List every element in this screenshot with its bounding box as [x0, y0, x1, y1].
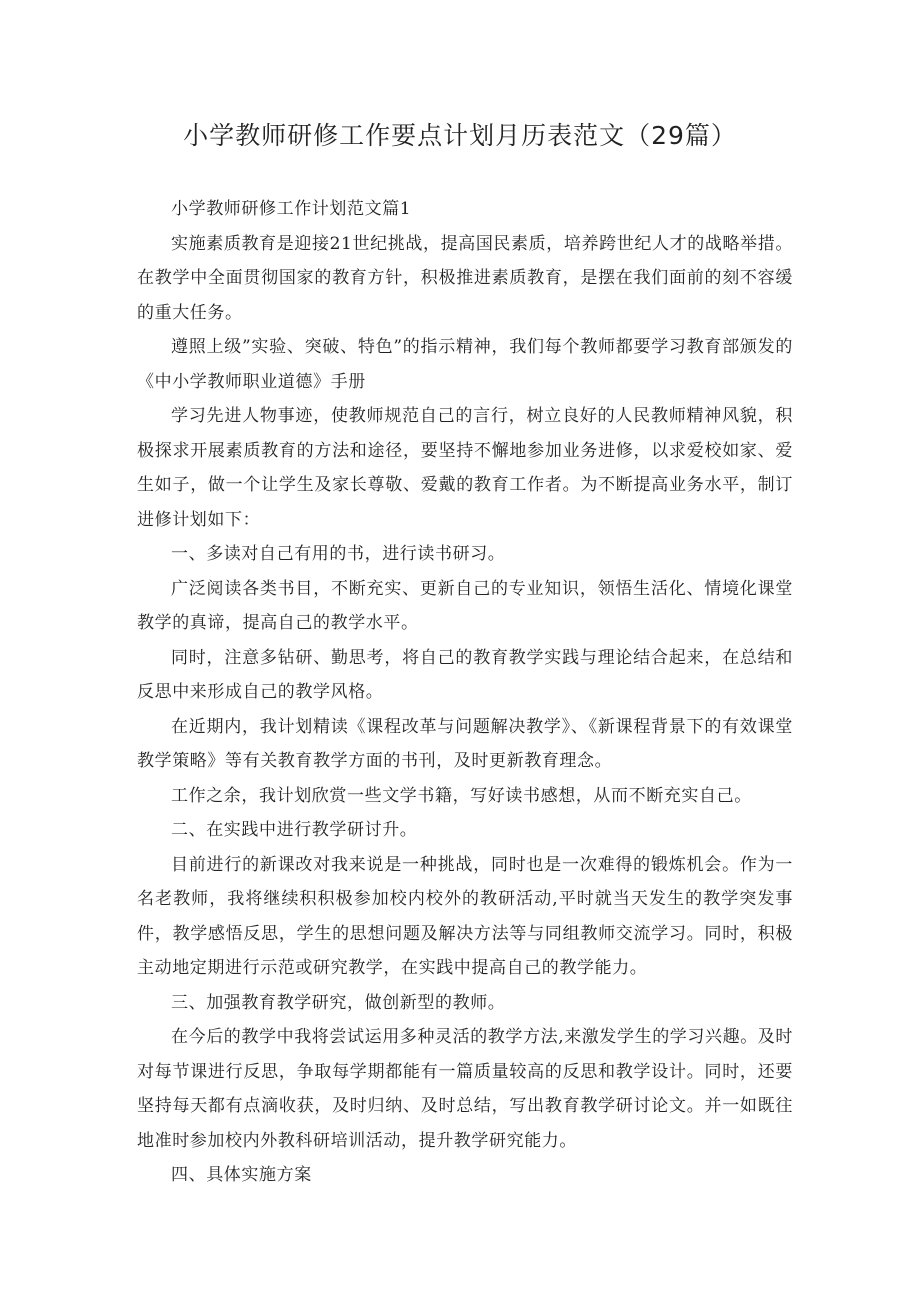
paragraph: 在今后的教学中我将尝试运用多种灵活的教学方法,来激发学生的学习兴趣。及时对每节课进行反思，争取每学期都能有一篇质量较高的反思和教学设计。同时，还要坚持每天都有点滴收获，及时归纳、及时总结，写出教育教学研讨论文。并一如既往地准时参加校内外教科研培训活动，提升教学研究能力。 — [137, 1027, 794, 1151]
paragraph: 目前进行的新课改对我来说是一种挑战，同时也是一次难得的锻炼机会。作为一名老教师，我将继续积积极参加校内校外的教研活动,平时就当天发生的教学突发事件，教学感悟反思，学生的思想问题及解决方法等与同组教师交流学习。同时，积极主动地定期进行示范或研究教学，在实践中提高自己的教学能力。 — [137, 854, 793, 978]
section-heading: 四、具体实施方案 — [171, 1165, 312, 1185]
section-heading: 一、多读对自己有用的书，进行读书研习。 — [171, 544, 506, 564]
paragraph: 遵照上级”实验、突破、特色”的指示精神，我们每个教师都要学习教育部颁发的《中小学教师职业道德》手册 — [137, 337, 793, 392]
paragraph: 学习先进人物事迹，使教师规范自己的言行，树立良好的人民教师精神风貌，积极探求开展素质教育的方法和途径，要坚持不懈地参加业务进修，以求爱校如家、爱生如子，做一个让学生及家长尊敬、爱戴的教育工作者。为不断提高业务水平，制订进修计划如下： — [137, 406, 793, 530]
paragraph: 同时，注意多钻研、勤思考，将自己的教育教学实践与理论结合起来，在总结和反思中来形成自己的教学风格。 — [137, 647, 793, 702]
document-body — [137, 192, 793, 1193]
document-title: 小学教师研修工作要点计划月历表范文（29篇） — [183, 121, 737, 150]
section-heading: 小学教师研修工作计划范文篇1 — [171, 199, 412, 219]
section-heading: 二、在实践中进行教学研讨升。 — [171, 820, 418, 840]
paragraph: 在近期内，我计划精读《课程改革与问题解决教学》、《新课程背景下的有效课堂教学策略》等有关教育教学方面的书刊，及时更新教育理念。 — [137, 716, 793, 771]
section-heading: 三、加强教育教学研究，做创新型的教师。 — [171, 992, 506, 1013]
paragraph: 工作之余，我计划欣赏一些文学书籍，写好读书感想，从而不断充实自己。 — [171, 785, 752, 806]
paragraph: 广泛阅读各类书目，不断充实、更新自己的专业知识，领悟生活化、情境化课堂教学的真谛，提高自己的教学水平。 — [137, 578, 793, 633]
paragraph: 实施素质教育是迎接21世纪挑战，提高国民素质，培养跨世纪人才的战略举措。在教学中全面贯彻国家的教育方针，积极推进素质教育，是摆在我们面前的刻不容缓的重大任务。 — [137, 233, 793, 323]
